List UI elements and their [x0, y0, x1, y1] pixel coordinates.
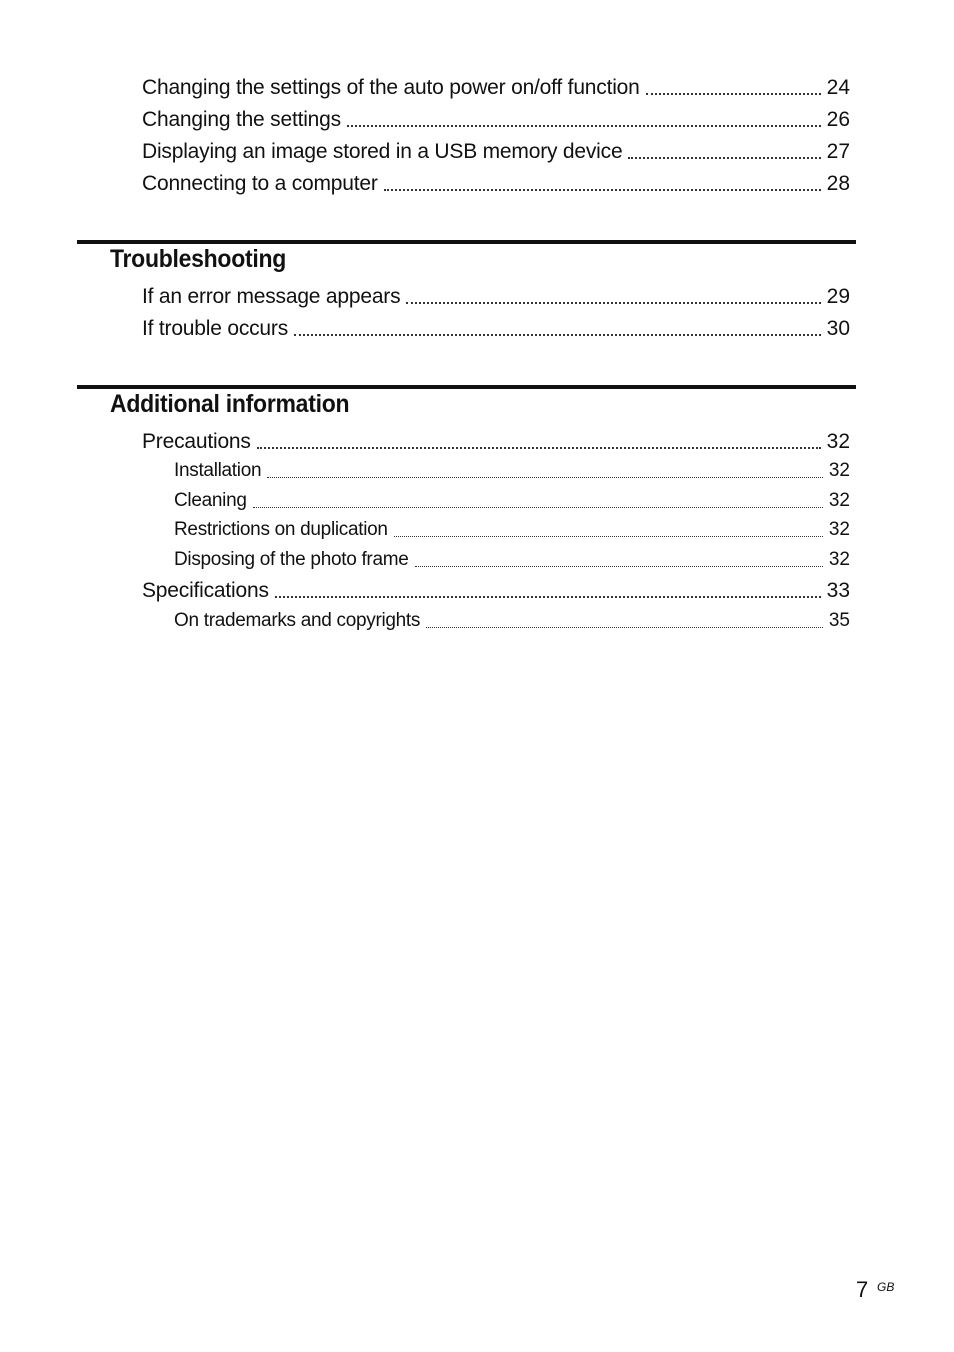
toc-leader: [384, 188, 821, 191]
toc-entry-label: Cleaning: [174, 490, 247, 511]
toc-leader: [426, 626, 823, 628]
toc-leader: [394, 535, 823, 537]
toc-entry[interactable]: [142, 579, 850, 603]
section-heading-additional-information: Additional information: [110, 390, 350, 418]
toc-entry-label: Changing the settings of the auto power on/off function: [142, 76, 640, 99]
toc-subentry[interactable]: [174, 549, 850, 571]
toc-leader: [267, 476, 823, 478]
toc-entry-page: 24: [826, 76, 850, 99]
toc-entry-page: 28: [826, 172, 850, 195]
toc-leader: [347, 124, 821, 127]
toc-entry-label: Connecting to a computer: [142, 172, 378, 195]
toc-leader: [257, 446, 821, 449]
section-heading-troubleshooting: Troubleshooting: [110, 245, 287, 273]
toc-entry-label: Installation: [174, 460, 262, 481]
toc-entry-label: Changing the settings: [142, 108, 341, 131]
toc-entry-label: Restrictions on duplication: [174, 519, 388, 540]
toc-entry-page: 26: [826, 108, 850, 131]
toc-subentry[interactable]: [174, 490, 850, 512]
toc-entry[interactable]: [142, 108, 850, 132]
region-code: GB: [877, 1280, 895, 1294]
toc-entry-page: 35: [828, 610, 850, 631]
toc-entry-page: 29: [826, 285, 850, 308]
toc-leader: [646, 92, 821, 95]
toc-entry-label: On trademarks and copyrights: [174, 610, 421, 631]
toc-entry-label: If an error message appears: [142, 285, 401, 308]
toc-entry-page: 33: [826, 579, 850, 602]
toc-entry-label: Displaying an image stored in a USB memory device: [142, 140, 623, 163]
toc-leader: [253, 506, 823, 508]
toc-entry-page: 32: [828, 490, 850, 511]
toc-entry-label: Specifications: [142, 579, 269, 602]
toc-entry[interactable]: [142, 140, 850, 164]
page-number: 7: [856, 1277, 869, 1302]
toc-entry-label: Disposing of the photo frame: [174, 549, 409, 570]
toc-entry-label: If trouble occurs: [142, 317, 288, 340]
toc-entry-page: 32: [828, 460, 850, 481]
toc-subentry[interactable]: [174, 610, 850, 632]
toc-entry-page: 32: [828, 519, 850, 540]
toc-leader: [628, 156, 820, 159]
toc-entry-page: 32: [828, 549, 850, 570]
toc-leader: [415, 565, 823, 567]
toc-leader: [275, 595, 821, 598]
toc-leader: [294, 333, 821, 336]
toc-entry[interactable]: [142, 317, 850, 341]
section-divider: [77, 385, 856, 389]
toc-entry-page: 27: [826, 140, 850, 163]
toc-entry[interactable]: [142, 430, 850, 454]
toc-subentry[interactable]: [174, 519, 850, 541]
toc-subentry[interactable]: [174, 460, 850, 482]
toc-entry-label: Precautions: [142, 430, 251, 453]
toc-entry[interactable]: [142, 285, 850, 309]
section-divider: [77, 240, 856, 244]
toc-entry[interactable]: [142, 76, 850, 100]
toc-entry-page: 30: [826, 317, 850, 340]
toc-entry-page: 32: [826, 430, 850, 453]
toc-leader: [406, 301, 820, 304]
toc-entry[interactable]: [142, 172, 850, 196]
